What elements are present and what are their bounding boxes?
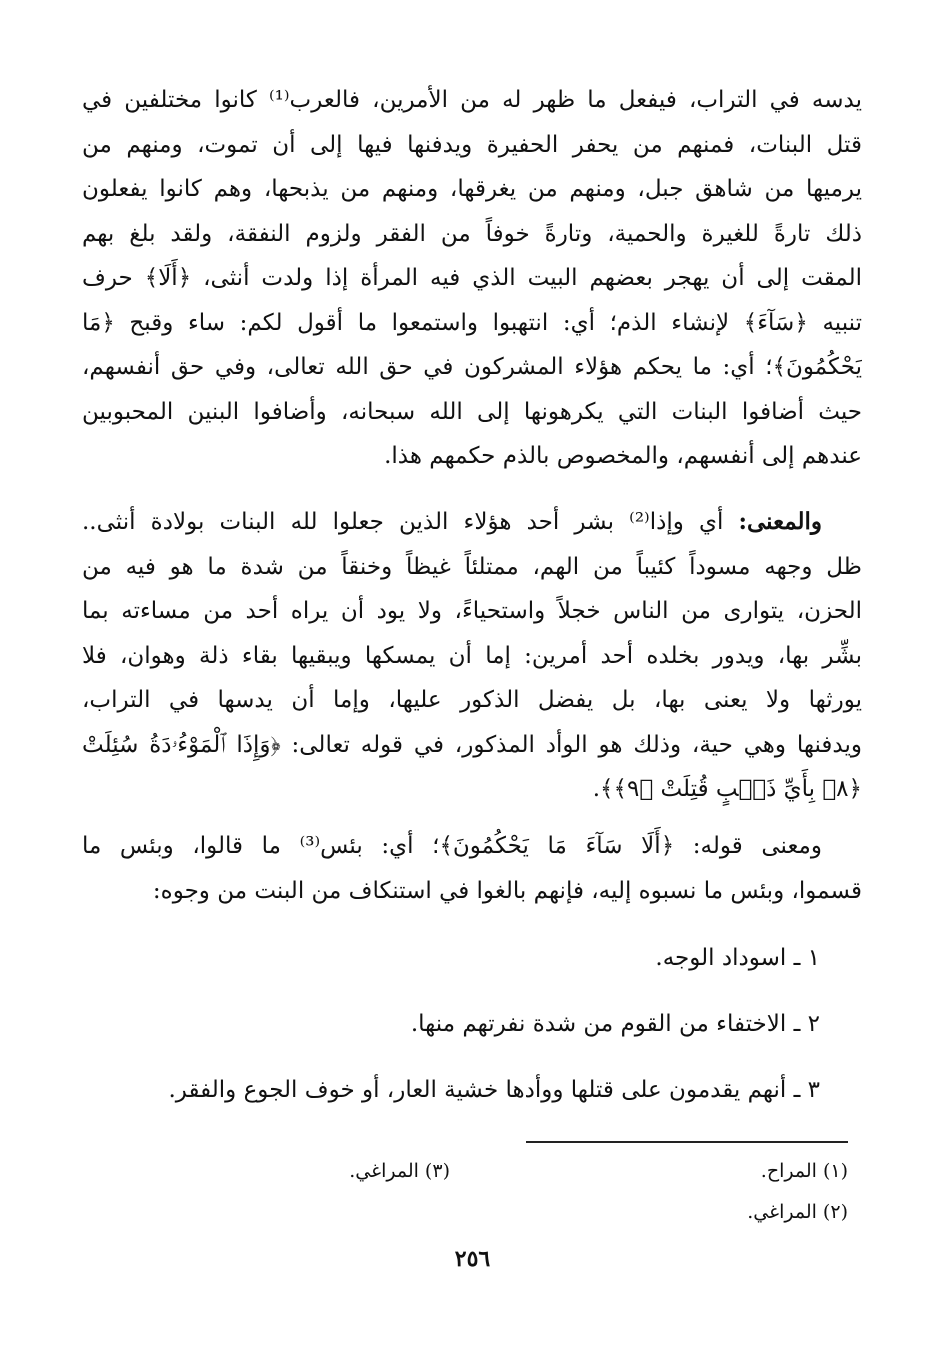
- list-item: ٢ ـ الاختفاء من القوم من شدة نفرتهم منها.: [410, 1011, 820, 1037]
- paragraph-1-line: يرميها من شاهق جبل، ومنهم من يغرقها، ومنهم من يذبحها، وهم كانوا يفعلون: [82, 176, 862, 202]
- paragraph-2-line: يورثها ولا يعنى بها، بل يفضل الذكور عليها، وإما أن يدسها في التراب،: [82, 687, 862, 713]
- paragraph-2-line: الحزن، يتوارى من الناس خجلاً واستحياءً، ولا يود أن يراه أحد من مساءته بما: [82, 598, 862, 624]
- footnote-1: (١) المراح.: [760, 1160, 848, 1182]
- footnote-3: (٣) المراغي.: [349, 1160, 450, 1182]
- paragraph-3-line: ومعنى قوله: ﴿أَلَا سَآءَ مَا يَحْكُمُونَ﴾؛ أي: بئس⁽³⁾ ما قالوا، وبئس ما: [82, 833, 822, 859]
- footnote-2: (٢) المراغي.: [747, 1201, 848, 1223]
- paragraph-2: [82, 500, 862, 812]
- paragraph-2-lead: والمعنى:: [738, 508, 822, 535]
- paragraph-1-line: ذلك تارةً للغيرة والحمية، وتارةً خوفاً من الفقر ولزوم النفقة، ولقد بلغ بهم: [82, 220, 862, 247]
- paragraph-2-line: ظل وجهه مسوداً كئيباً من الهم، ممتلئاً غيظاً وخنقاً من شدة ما هو فيه من: [82, 553, 862, 580]
- paragraph-2-first-line: [82, 500, 862, 545]
- paragraph-2-line: بشِّر بها، ويدور بخلده أحد أمرين: إما أن يمسكها ويبقيها بقاء ذلة وهوان، فلا: [82, 642, 862, 669]
- paragraph-1-line: المقت إلى أن يهجر بعضهم البيت الذي فيه المرأة إذا ولدت أنثى، ﴿أَلَا﴾ حرف: [82, 265, 862, 291]
- paragraph-1-line: يدسه في التراب، فيفعل ما ظهر له من الأمرين، فالعرب⁽¹⁾ كانوا مختلفين في: [82, 87, 862, 113]
- paragraph-2-line: أي وإذا⁽²⁾ بشر أحد هؤلاء الذين جعلوا لله البنات بولادة أنثى..: [82, 509, 739, 535]
- paragraph-1-line: يَحْكُمُونَ﴾؛ أي: ما يحكم هؤلاء المشركون في حق الله تعالى، وفي حق أنفسهم،: [82, 354, 862, 380]
- paragraph-1-line: حيث أضافوا البنات التي يكرهونها إلى الله سبحانه، وأضافوا البنين المحبوبين: [82, 398, 862, 425]
- footnote-separator: [526, 1141, 848, 1143]
- paragraph-1-line: قتل البنات، فمنهم من يحفر الحفيرة ويدفنها فيها إلى أن تموت، ومنهم من: [82, 131, 862, 158]
- paragraph-3-line: قسموا، وبئس ما نسبوه إليه، فإنهم بالغوا في استنكاف من البنت من وجوه:: [152, 877, 862, 904]
- paragraph-1: [82, 78, 862, 479]
- page-number: ٢٥٦: [454, 1246, 491, 1272]
- list-item: ١ ـ اسوداد الوجه.: [655, 945, 820, 971]
- paragraph-1-line: عندهم إلى أنفسهم، والمخصوص بالذم حكمهم هذا.: [384, 443, 862, 469]
- paragraph-2-line: ويدفنها وهي حية، وذلك هو الوأد المذكور، في قوله تعالى: ﴿وَإِذَا ٱلْمَوْءُۥدَةُ سُئِلَتْ: [82, 731, 862, 758]
- list-item: ٣ ـ أنهم يقدمون على قتلها ووأدها خشية العار، أو خوف الجوع والفقر.: [168, 1077, 820, 1103]
- paragraph-2-line: ﴿٨﴾ بِأَيِّ ذَنۢبٍ قُتِلَتْ ﴿٩﴾﴾.: [592, 776, 862, 802]
- paragraph-3: [82, 824, 862, 913]
- paragraph-1-line: تنبيه ﴿سَآءَ﴾ لإنشاء الذم؛ أي: انتهبوا واستمعوا ما أقول لكم: ساء وقبح ﴿مَا: [82, 309, 862, 336]
